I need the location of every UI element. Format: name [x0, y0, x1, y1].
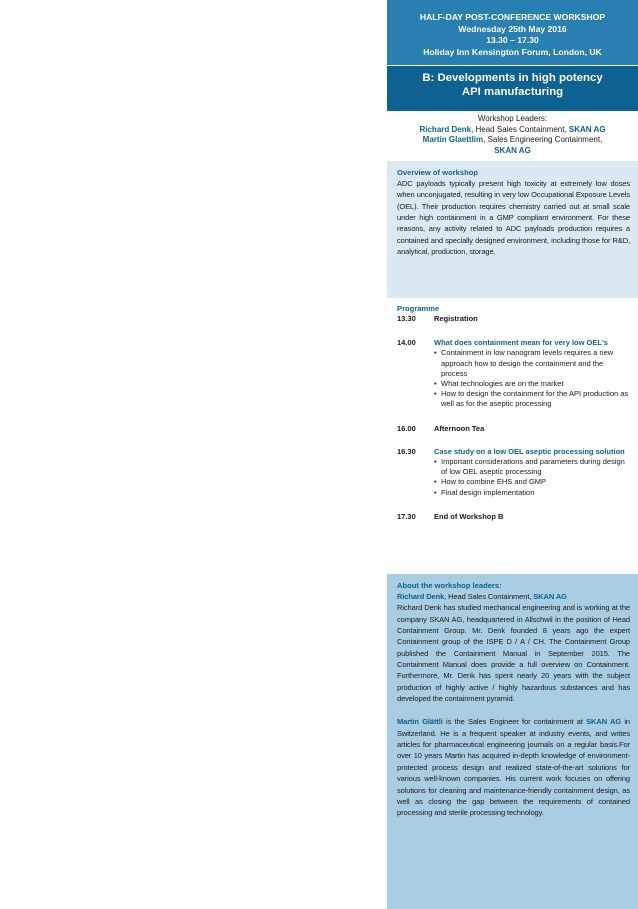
programme-heading: Programme — [397, 304, 440, 313]
programme-item — [397, 512, 630, 522]
programme-time: 17.30 — [397, 511, 416, 521]
workshop-leaders — [387, 111, 638, 161]
about-leader-2-bio: Martin Glättli is the Sales Engineer for containment at SKAN AG in Switzerland. He is a frequent speaker at industry events, and writes articles for pharmaceutical engineering journals on a regular basis.For over 10 years Martin has acquired in-depth knowledge of environment-protected process design and realized state-of-the-art solutions for various well-known companies. His current work focuses on offering solutions for cleaning and maintenance-friendly containment design, as well as closing the gap between the requirements of contained processing and sterile processing technology. — [397, 717, 631, 818]
workshop-title-line2: API manufacturing — [461, 85, 564, 98]
leader-2-company: SKAN AG — [494, 145, 531, 155]
header-line-venue: Holiday Inn Kensington Forum, London, UK — [423, 46, 602, 57]
programme-title: What does containment mean for very low OEL's — [434, 338, 608, 348]
programme-title: Registration — [434, 314, 478, 323]
programme-item — [397, 447, 630, 498]
overview-section — [387, 161, 638, 298]
leader-2 — [387, 135, 638, 146]
programme-bullet: • How to combine EHS and GMP — [434, 477, 547, 487]
about-leader-2-name: Martin Glättli — [397, 717, 443, 727]
programme-title: End of Workshop B — [434, 511, 504, 521]
programme-item — [397, 314, 630, 324]
workshop-column — [387, 0, 638, 903]
event-header — [387, 0, 638, 65]
leader-2-name: Martin Glaettlim — [422, 135, 484, 145]
programme-time: 16.30 — [397, 446, 416, 456]
programme-title: Case study on a low OEL aseptic processing solution — [434, 446, 625, 456]
programme-section — [387, 298, 638, 574]
workshop-title — [387, 66, 638, 111]
programme-bullet: • What technologies are on the market — [434, 379, 564, 389]
leader-1-role: , Head Sales Containment, — [471, 124, 569, 134]
programme-title: Afternoon Tea — [434, 423, 485, 433]
header-line-time: 13.30 – 17.30 — [486, 35, 539, 46]
leader-1 — [387, 125, 638, 136]
leaders-label: Workshop Leaders: — [477, 114, 548, 123]
about-leader-1-name: Richard Denk — [397, 592, 445, 601]
programme-item — [397, 424, 630, 434]
about-leader-1: Richard Denk, Head Sales Containment, SKAN AG — [397, 592, 567, 601]
programme-bullet: • Important considerations and parameters during design of low OEL aseptic processing — [434, 457, 625, 477]
about-leaders-section — [387, 574, 638, 909]
programme-bullet: • Containment in low nanogram levels requires a new approach how to design the containment and the process — [434, 348, 614, 378]
programme-time: 13.30 — [397, 314, 416, 323]
programme-time: 14.00 — [397, 338, 416, 348]
overview-text: ADC payloads typically present high toxicity at extremely low doses when unconjugated, resulting in very low Occupational Exposure Levels (OEL). Their production requires chemistry carried out at small scale under high containment in a GMP compliant environment. For these reasons, any activity related to ADC payloads production requires a contained and specially designed environment, including those for R&D, analytical, production, storage. — [397, 179, 630, 257]
programme-bullet: • How to design the containment for the API production as well as for the aseptic processing — [434, 389, 629, 409]
leader-1-name: Richard Denk — [419, 124, 472, 134]
overview-heading: Overview of workshop — [397, 168, 479, 177]
programme-item — [397, 338, 630, 409]
about-leader-1-bio: Richard Denk has studied mechanical engineering and is working at the company SKAN AG, headquartered in Allschwil in the position of Head Containment Group. Mr. Denk founded 8 years ago the expert Containment group of the ISPE D / A / CH. The Containment Group published the Containment Manual in September 2015. The Containment Manual does provide a full overview on Containment. Furthermore, Mr. Denk has spent nearly 20 years with the subject production of highly active / highly hazardous substances and has developed the containment pyramid. — [397, 603, 630, 704]
about-leader-2-company: SKAN AG — [586, 717, 622, 727]
programme-time: 16.00 — [397, 423, 416, 433]
leader-1-company: SKAN AG — [568, 124, 606, 134]
programme-bullet: • Final design implementation — [434, 487, 535, 497]
about-heading: About the workshop leaders: — [397, 581, 502, 590]
header-line-type: HALF-DAY POST-CONFERENCE WORKSHOP — [419, 12, 606, 22]
leader-2-role: , Sales Engineering Containment, — [483, 135, 603, 145]
header-line-date: Wednesday 25th May 2016 — [458, 23, 567, 34]
leader-2-company-line — [387, 146, 638, 157]
workshop-title-line1: B: Developments in high potency — [422, 72, 603, 84]
about-leader-1-company: SKAN AG — [533, 592, 567, 601]
